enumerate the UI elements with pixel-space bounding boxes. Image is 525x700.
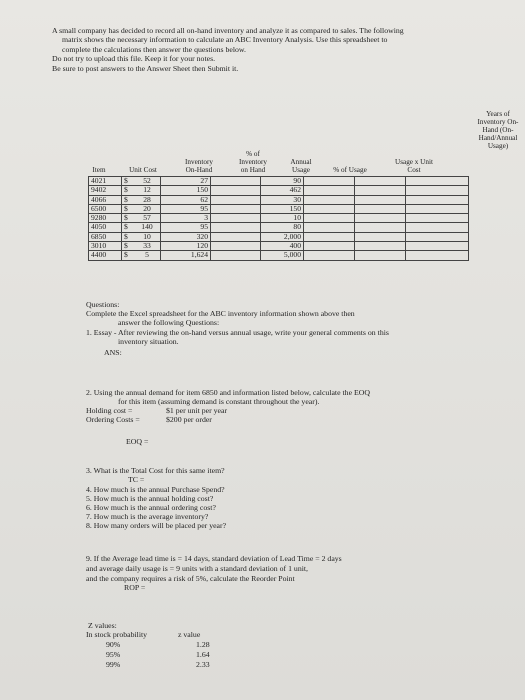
- dollar-cell: $: [122, 251, 135, 260]
- unit-cost-cell: 140: [134, 223, 161, 232]
- unit-cost-cell: 5: [134, 251, 161, 260]
- questions-instructions: answer the following Questions:: [118, 318, 220, 327]
- header-text: Inventory: [185, 158, 213, 166]
- header-text: Inventory: [239, 158, 267, 166]
- tc-label: TC =: [128, 475, 145, 484]
- years-on-hand-cell: [406, 204, 469, 213]
- intro-line: Be sure to post answers to the Answer Sheet then Submit it.: [52, 63, 239, 73]
- pct-inventory-cell: [211, 204, 261, 213]
- intro-line: Do not try to upload this file. Keep it for your notes.: [52, 54, 216, 64]
- zvalue-number: 1.28: [196, 640, 210, 649]
- pct-usage-cell: [304, 177, 355, 186]
- on-hand-cell: 62: [161, 195, 211, 204]
- dollar-cell: $: [122, 195, 135, 204]
- pct-inventory-cell: [211, 242, 261, 251]
- annual-usage-cell: 10: [261, 214, 304, 223]
- header-text: On-Hand: [185, 166, 213, 174]
- on-hand-cell: 120: [161, 242, 211, 251]
- usage-x-unit-cost-cell: [355, 186, 406, 195]
- pct-inventory-cell: [211, 232, 261, 241]
- header-text: Usage: [292, 166, 310, 174]
- inventory-table-body: [89, 177, 469, 261]
- pct-usage-cell: [304, 251, 355, 260]
- header-text: on Hand: [240, 166, 266, 174]
- usage-x-unit-cost-cell: [355, 204, 406, 213]
- eoq-label: EOQ =: [126, 437, 149, 446]
- unit-cost-cell: 28: [134, 195, 161, 204]
- header-annual-usage: [276, 158, 326, 174]
- header-text: Annual: [290, 158, 312, 166]
- unit-cost-cell: 20: [134, 204, 161, 213]
- header-text: Years of: [486, 110, 510, 118]
- pct-usage-cell: [304, 223, 355, 232]
- table-row: [89, 186, 469, 195]
- unit-cost-cell: 33: [134, 242, 161, 251]
- header-pct-inventory: [226, 150, 280, 174]
- years-on-hand-cell: [406, 214, 469, 223]
- header-pct-usage: % of Usage: [333, 166, 367, 174]
- intro-text: [52, 26, 404, 73]
- on-hand-cell: 27: [161, 177, 211, 186]
- on-hand-cell: 1,624: [161, 251, 211, 260]
- pct-inventory-cell: [211, 195, 261, 204]
- question-9: 9. If the Average lead time is = 14 days, standard deviation of Lead Time = 2 days: [86, 554, 342, 563]
- usage-x-unit-cost-cell: [355, 232, 406, 241]
- table-row: [89, 195, 469, 204]
- dollar-cell: $: [122, 242, 135, 251]
- header-text: Hand/Annual: [478, 134, 518, 142]
- dollar-cell: $: [122, 177, 135, 186]
- on-hand-cell: 95: [161, 223, 211, 232]
- dollar-cell: $: [122, 223, 135, 232]
- zvalues-heading: Z values:: [88, 621, 117, 630]
- item-cell: 6500: [89, 204, 122, 213]
- item-cell: 6850: [89, 232, 122, 241]
- header-text: Inventory On-: [477, 118, 519, 126]
- pct-usage-cell: [304, 195, 355, 204]
- question-1: 1. Essay - After reviewing the on-hand versus annual usage, write your general comments on this: [86, 328, 389, 337]
- years-on-hand-cell: [406, 251, 469, 260]
- intro-line: matrix shows the necessary information to calculate an ABC Inventory Analysis. Use this spreadsheet to: [62, 35, 388, 45]
- on-hand-cell: 150: [161, 186, 211, 195]
- header-text: Hand (On-: [482, 126, 514, 134]
- holding-cost-label: Holding cost =: [86, 406, 133, 415]
- on-hand-cell: 3: [161, 214, 211, 223]
- question-9-cont: and the company requires a risk of 5%, calculate the Reorder Point: [86, 574, 295, 583]
- question-4: 4. How much is the annual Purchase Spend?: [86, 485, 225, 494]
- pct-usage-cell: [304, 242, 355, 251]
- annual-usage-cell: 462: [261, 186, 304, 195]
- annual-usage-cell: 80: [261, 223, 304, 232]
- header-text: Cost: [407, 166, 421, 174]
- on-hand-cell: 95: [161, 204, 211, 213]
- pct-usage-cell: [304, 232, 355, 241]
- header-text: Usage): [487, 142, 509, 150]
- usage-x-unit-cost-cell: [355, 214, 406, 223]
- answer-label: ANS:: [104, 348, 122, 357]
- usage-x-unit-cost-cell: [355, 251, 406, 260]
- years-on-hand-cell: [406, 177, 469, 186]
- usage-x-unit-cost-cell: [355, 242, 406, 251]
- item-cell: 9280: [89, 214, 122, 223]
- ordering-cost-value: $200 per order: [166, 415, 212, 424]
- question-2-cont: for this item (assuming demand is constant throughout the year).: [118, 397, 320, 406]
- header-text: % of: [246, 150, 260, 158]
- holding-cost-value: $1 per unit per year: [166, 406, 228, 415]
- header-text: Usage x Unit: [395, 158, 433, 166]
- zvalue-probability: 95%: [106, 650, 121, 659]
- annual-usage-cell: 150: [261, 204, 304, 213]
- question-7: 7. How much is the average inventory?: [86, 512, 209, 521]
- question-1-cont: inventory situation.: [118, 337, 179, 346]
- usage-x-unit-cost-cell: [355, 195, 406, 204]
- years-on-hand-cell: [406, 232, 469, 241]
- header-years: [468, 110, 525, 150]
- pct-inventory-cell: [211, 177, 261, 186]
- dollar-cell: $: [122, 204, 135, 213]
- annual-usage-cell: 2,000: [261, 232, 304, 241]
- unit-cost-cell: 57: [134, 214, 161, 223]
- pct-inventory-cell: [211, 186, 261, 195]
- intro-line: complete the calculations then answer the questions below.: [62, 44, 246, 54]
- item-cell: 4066: [89, 195, 122, 204]
- zvalue-probability: 90%: [106, 640, 121, 649]
- unit-cost-cell: 12: [134, 186, 161, 195]
- rop-label: ROP =: [124, 583, 146, 592]
- dollar-cell: $: [122, 186, 135, 195]
- question-9-cont: and average daily usage is = 9 units with a standard deviation of 1 unit,: [86, 564, 309, 573]
- unit-cost-cell: 52: [134, 177, 161, 186]
- pct-inventory-cell: [211, 251, 261, 260]
- annual-usage-cell: 5,000: [261, 251, 304, 260]
- zvalue-probability: 99%: [106, 660, 121, 669]
- table-row: [89, 251, 469, 260]
- annual-usage-cell: 400: [261, 242, 304, 251]
- dollar-cell: $: [122, 232, 135, 241]
- item-cell: 3010: [89, 242, 122, 251]
- years-on-hand-cell: [406, 223, 469, 232]
- table-row: [89, 223, 469, 232]
- header-usage-x-unit-cost: [384, 158, 444, 174]
- annual-usage-cell: 90: [261, 177, 304, 186]
- annual-usage-cell: 30: [261, 195, 304, 204]
- item-cell: 4400: [89, 251, 122, 260]
- header-item: Item: [92, 166, 106, 174]
- question-6: 6. How much is the annual ordering cost?: [86, 503, 216, 512]
- years-on-hand-cell: [406, 195, 469, 204]
- question-2: 2. Using the annual demand for item 6850 and information listed below, calculate the EOQ: [86, 388, 371, 397]
- question-3: 3. What is the Total Cost for this same item?: [86, 466, 225, 475]
- inventory-table: [88, 176, 469, 261]
- dollar-cell: $: [122, 214, 135, 223]
- zvalue-number: 1.64: [196, 650, 210, 659]
- unit-cost-cell: 10: [134, 232, 161, 241]
- zvalues-col-z: z value: [178, 630, 201, 639]
- question-5: 5. How much is the annual holding cost?: [86, 494, 214, 503]
- item-cell: 4021: [89, 177, 122, 186]
- questions-instructions: Complete the Excel spreadsheet for the ABC inventory information shown above then: [86, 309, 355, 318]
- usage-x-unit-cost-cell: [355, 177, 406, 186]
- years-on-hand-cell: [406, 186, 469, 195]
- item-cell: 9402: [89, 186, 122, 195]
- intro-line: A small company has decided to record all on-hand inventory and analyze it as compared to sales. The following: [52, 26, 404, 35]
- pct-usage-cell: [304, 204, 355, 213]
- pct-usage-cell: [304, 214, 355, 223]
- zvalue-number: 2.33: [196, 660, 210, 669]
- pct-usage-cell: [304, 186, 355, 195]
- usage-x-unit-cost-cell: [355, 223, 406, 232]
- header-inventory-on-hand: [172, 158, 226, 174]
- item-cell: 4050: [89, 223, 122, 232]
- pct-inventory-cell: [211, 214, 261, 223]
- pct-inventory-cell: [211, 223, 261, 232]
- questions-heading: Questions:: [86, 300, 120, 309]
- zvalues-col-prob: In stock probability: [86, 630, 148, 639]
- question-8: 8. How many orders will be placed per year?: [86, 521, 227, 530]
- header-unit-cost: Unit Cost: [129, 166, 157, 174]
- on-hand-cell: 320: [161, 232, 211, 241]
- years-on-hand-cell: [406, 242, 469, 251]
- ordering-cost-label: Ordering Costs =: [86, 415, 140, 424]
